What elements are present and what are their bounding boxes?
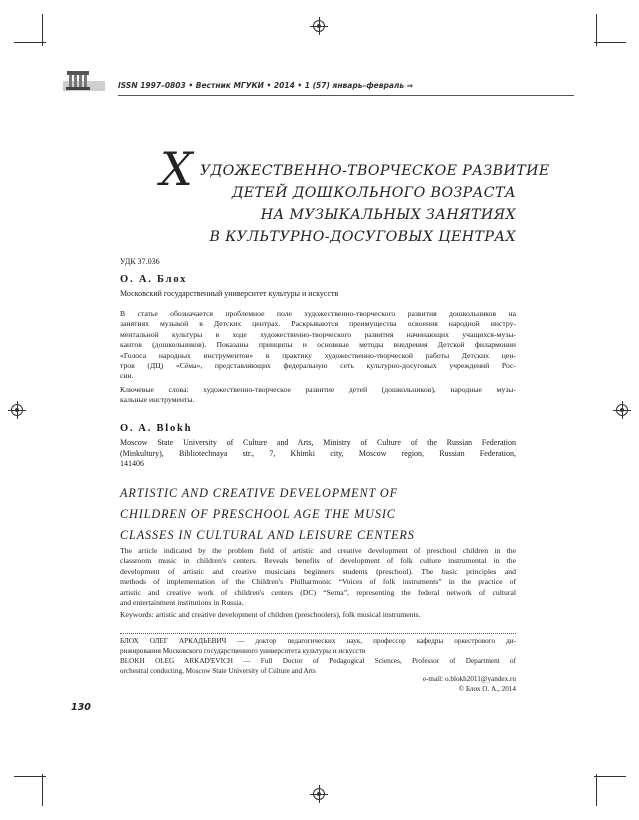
author-name-ru: О. А. Блох: [120, 274, 188, 285]
abstract-line: сии.: [120, 371, 134, 381]
title-line: В КУЛЬТУРНО-ДОСУГОВЫХ ЦЕНТРАХ: [209, 229, 516, 245]
registration-mark-icon: [11, 404, 23, 416]
registration-mark-icon: [313, 20, 325, 32]
abstract-ru: [120, 309, 516, 382]
crop-mark: [594, 776, 626, 777]
title-drop-cap: Х: [160, 142, 193, 196]
abstract-line: занятиях музыкой в Детских центрах. Раскрываются преимущества освоения народной инстру-: [120, 319, 516, 329]
abstract-line: methods of implementation of the Children's Philharmonic “Voices of folk instruments” in the practice of: [120, 577, 516, 587]
title-line: ДЕТЕЙ ДОШКОЛЬНОГО ВОЗРАСТА: [231, 185, 516, 201]
running-head: ISSN 1997–0803 • Вестник МГУКИ • 2014 • 1 (57) январь–февраль ⇒: [118, 81, 414, 90]
abstract-en: [120, 546, 516, 608]
journal-logo-icon: [63, 67, 105, 95]
footnote-divider: [120, 633, 516, 634]
registration-mark-icon: [313, 788, 325, 800]
keywords-ru: [120, 385, 516, 406]
keywords-line: Ключевые слова: художественно-творческое развитие детей (дошкольников), народные музы-: [120, 385, 516, 394]
title-en-line: ARTISTIC AND CREATIVE DEVELOPMENT OF: [120, 486, 398, 500]
title-en-line: CLASSES IN CULTURAL AND LEISURE CENTERS: [120, 528, 415, 542]
abstract-line: ментальной культуры в ходе художественно-творческого развития начинающих учащихся-музы-: [120, 329, 516, 339]
keywords-line: Keywords: artistic and creative development of children (preschoolers), folk musical instruments.: [120, 610, 421, 619]
footnote-email: e-mail: o.blokh2011@yandex.ru: [422, 675, 516, 683]
abstract-line: The article indicated by the problem field of artistic and creative development of preschool children in the: [120, 546, 516, 555]
udk-code: УДК 37.036: [120, 257, 160, 266]
registration-mark-icon: [616, 404, 628, 416]
footnote-ru: [120, 637, 516, 656]
footnote-line: BLOKH OLEG ARKAD'EVICH — Full Doctor of Pedagogical Sciences, Professor of Department of: [120, 657, 516, 665]
author-name-en: O. A. Blokh: [120, 423, 193, 434]
article-title: [200, 160, 550, 248]
crop-mark: [14, 776, 46, 777]
keywords-line: кальные инструменты.: [120, 395, 195, 405]
footnote-line: рижирования Московского государственного университета культуры и искусств: [120, 646, 366, 655]
crop-mark: [14, 42, 46, 43]
affiliation-line: Moscow State University of Culture and Arts, Ministry of Culture of the Russian Federation: [120, 438, 516, 447]
abstract-line: and entertainment institutions in Russia.: [120, 598, 244, 608]
header-rule: [118, 95, 574, 96]
title-line: УДОЖЕСТВЕННО-ТВОРЧЕСКОЕ РАЗВИТИЕ: [200, 163, 550, 179]
footnote-copyright: © Блох О. А., 2014: [458, 685, 516, 693]
abstract-line: кантов (дошкольников). Показаны принципы и основные методы внедрения Детской филармонии: [120, 340, 516, 350]
abstract-line: classroom music in children's centers. Reveals benefits of development of folk culture instrumental in the: [120, 556, 516, 566]
abstract-line: В статье обозначается проблемное поле художественно-творческого развития дошкольников на: [120, 309, 516, 318]
footnote-en: [120, 657, 516, 676]
affiliation-line: (Minkultury), Bibliotechnaya str., 7, Khimki city, Moscow region, Russian Federation,: [120, 448, 516, 458]
author-affiliation-en: [120, 438, 516, 470]
author-affiliation-ru: Московский государственный университет культуры и искусств: [120, 289, 339, 298]
crop-mark: [596, 774, 597, 806]
abstract-line: artistic and creative work of children's centers (DC) “Sema”, representing the federal network of cultural: [120, 587, 516, 597]
page-number: 130: [71, 702, 91, 713]
abstract-line: development of artistic and creative musicians beginners students (preschool). The basic principles and: [120, 566, 516, 576]
footnote-line: orchestral conducting, Moscow State University of Culture and Arts: [120, 666, 316, 675]
abstract-line: «Голоса народных инструментов» в практику художественно-творческой работы Детских цен-: [120, 350, 516, 360]
keywords-en: [120, 610, 516, 620]
crop-mark: [42, 774, 43, 806]
affiliation-line: 141406: [120, 459, 144, 468]
footnote-line: БЛОХ ОЛЕГ АРКАДЬЕВИЧ — доктор педагогических наук, профессор кафедры оркестрового ди-: [120, 637, 516, 645]
title-line: НА МУЗЫКАЛЬНЫХ ЗАНЯТИЯХ: [260, 207, 516, 223]
title-en-line: CHILDREN OF PRESCHOOL AGE THE MUSIC: [120, 507, 396, 521]
abstract-line: тров (ДЦ) «Сёма», представляющих федеральную сеть культурно-досуговых учреждений Рос-: [120, 361, 516, 371]
crop-mark: [594, 42, 626, 43]
